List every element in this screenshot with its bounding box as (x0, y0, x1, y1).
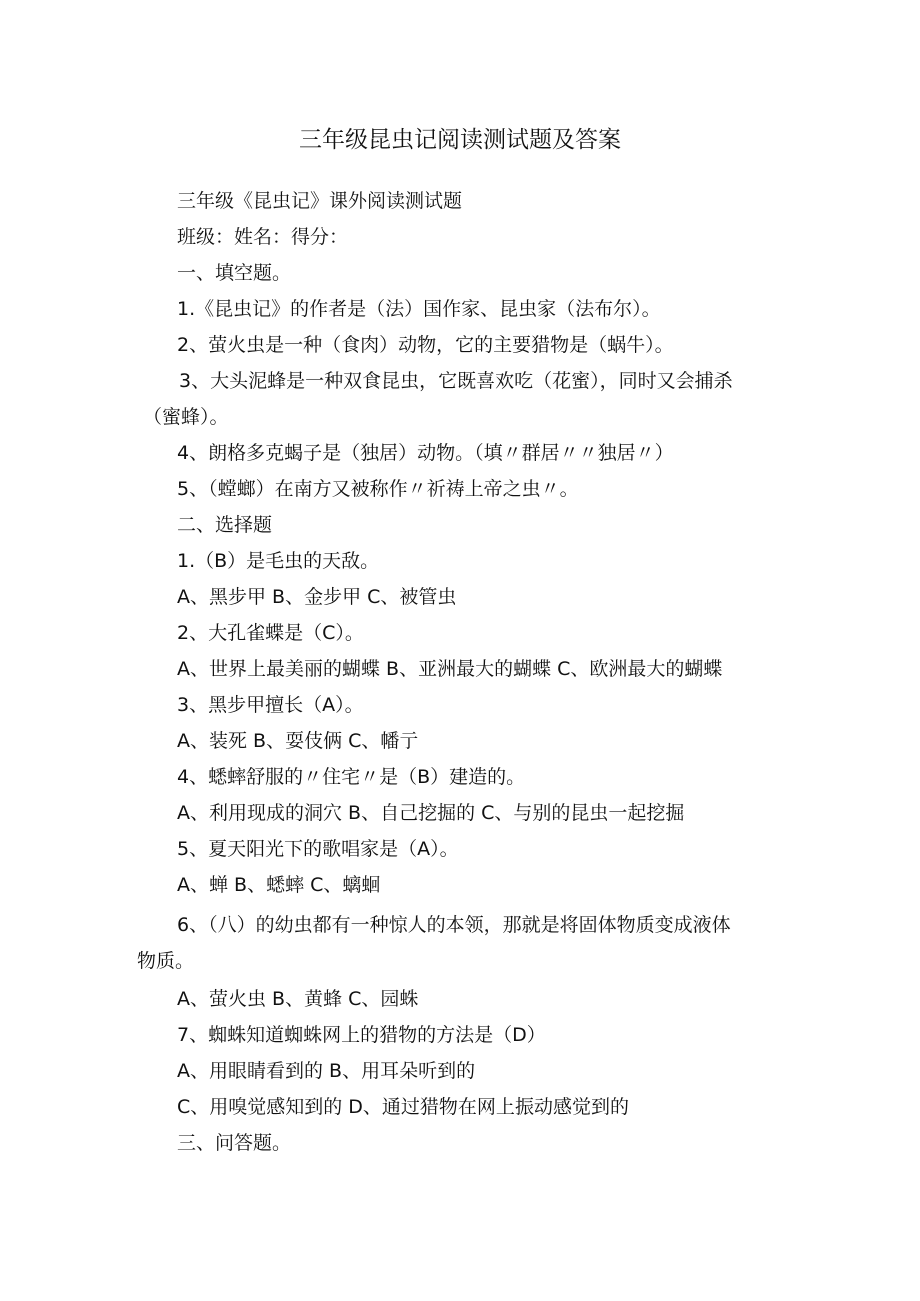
answer-options: A、黑步甲 B、金步甲 C、被管虫 (177, 586, 457, 608)
question-line: 5、（螳螂）在南方又被称作〃祈祷上帝之虫〃。 (177, 478, 579, 500)
question-line: 1.《昆虫记》的作者是（法）国作家、昆虫家（法布尔）。 (177, 298, 661, 320)
answer-options: C、用嗅觉感知到的 D、通过猎物在网上振动感觉到的 (177, 1096, 629, 1118)
question-line: 2、大孔雀蝶是（C）。 (177, 622, 364, 644)
question-line: 3、黑步甲擅长（A）。 (177, 694, 364, 716)
question-line: 7、蜘蛛知道蜘蛛网上的猎物的方法是（D） (177, 1024, 546, 1046)
question-line: 4、蟋蟀舒服的〃住宅〃是（B）建造的。 (177, 766, 526, 788)
answer-options: A、用眼睛看到的 B、用耳朵听到的 (177, 1060, 476, 1082)
question-line: 5、夏天阳光下的歌唱家是（A）。 (177, 838, 459, 860)
document-title: 三年级昆虫记阅读测试题及答案 (299, 127, 621, 153)
question-line-continued: （蜜蜂）。 (143, 406, 229, 428)
answer-options: A、萤火虫 B、黄蜂 C、园蛛 (177, 988, 419, 1010)
answer-options: A、装死 B、耍伎俩 C、幡亍 (177, 730, 419, 752)
section-heading-questions: 三、问答题。 (177, 1132, 292, 1154)
question-line: 2、萤火虫是一种（食肉）动物，它的主要猎物是（蜗牛）。 (177, 334, 674, 356)
section-heading-fill-blank: 一、填空题。 (177, 262, 292, 284)
question-line: 1.（B）是毛虫的天敌。 (177, 550, 380, 572)
answer-options: A、世界上最美丽的蝴蝶 B、亚洲最大的蝴蝶 C、欧洲最大的蝴蝶 (177, 658, 723, 680)
question-line: 6、（八）的幼虫都有一种惊人的本领，那就是将固体物质变成液体 (177, 914, 731, 936)
question-line: 4、朗格多克蝎子是（独居）动物。（填〃群居〃〃独居〃） (177, 442, 674, 464)
answer-options: A、蝉 B、蟋蟀 C、螭蛔 (177, 874, 381, 896)
question-line-continued: 物质。 (137, 950, 195, 972)
question-line: 3、大头泥蜂是一种双食昆虫，它既喜欢吃（花蜜），同时又会捕杀 (179, 370, 733, 392)
student-info-line: 班级：姓名：得分： (177, 226, 349, 248)
subtitle: 三年级《昆虫记》课外阅读测试题 (177, 190, 463, 212)
section-heading-multiple-choice: 二、选择题 (177, 514, 273, 536)
answer-options: A、利用现成的洞穴 B、自己挖掘的 C、与别的昆虫一起挖掘 (177, 802, 685, 824)
